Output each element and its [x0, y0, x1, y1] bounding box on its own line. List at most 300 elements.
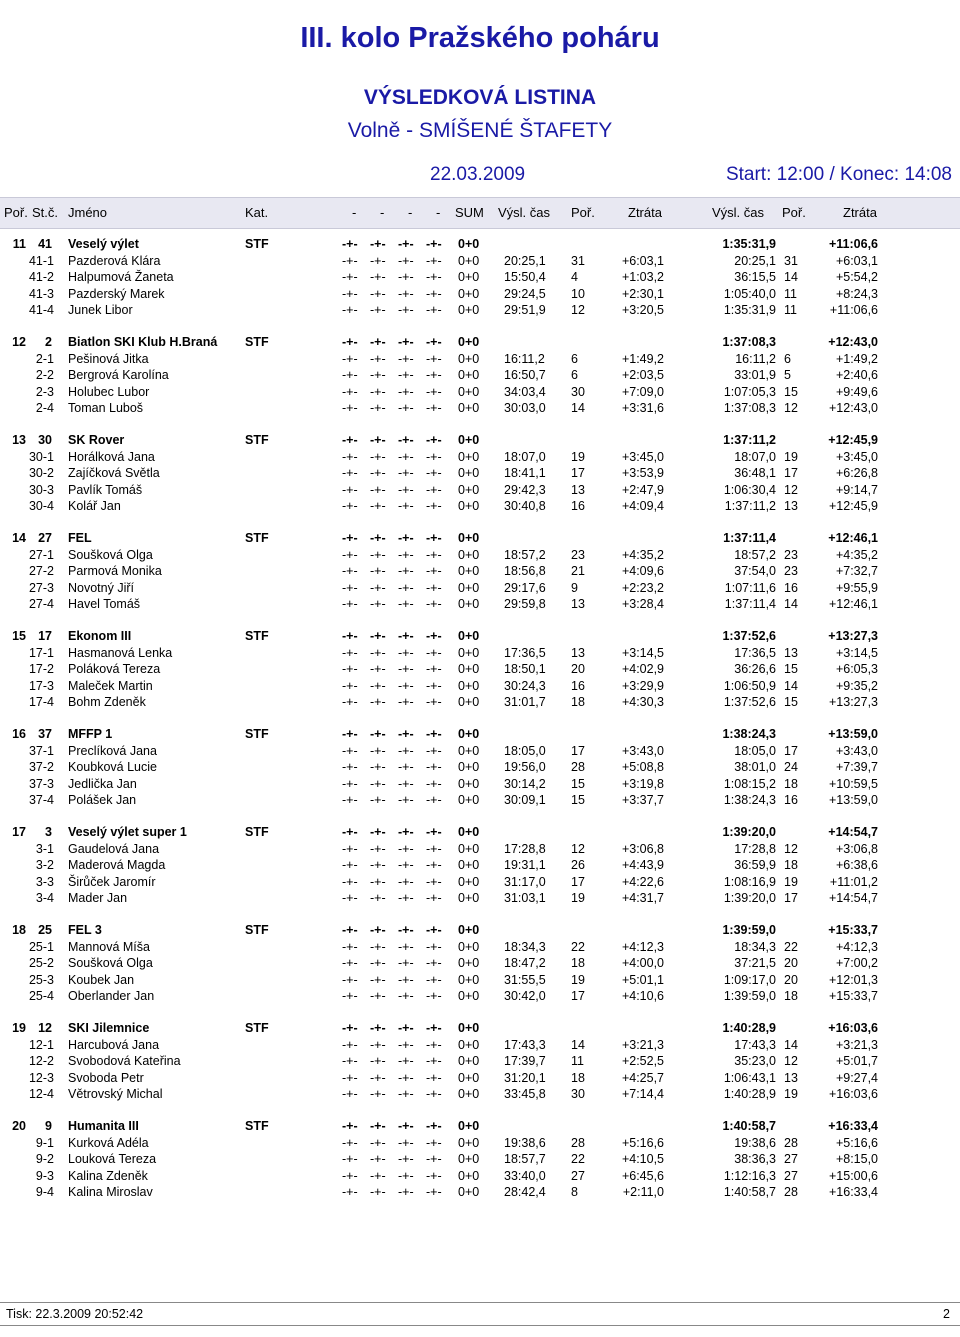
- cell-loss: +15:33,7: [828, 923, 878, 937]
- cell-shoot-2: -+-: [398, 1021, 414, 1035]
- cell-sum: 0+0: [458, 499, 480, 513]
- cell-sum: 0+0: [458, 286, 480, 301]
- cell-shoot-0: -+-: [342, 237, 358, 251]
- cell-shoot-3: -+-: [426, 547, 442, 562]
- cell-shoot-2: -+-: [398, 368, 414, 382]
- cell-crank: 15: [784, 662, 798, 676]
- cell-name: Poláková Tereza: [68, 662, 161, 676]
- cell-crank: 18: [784, 858, 798, 872]
- cell-shoot-2: -+-: [398, 253, 414, 268]
- cell-crank: 11: [784, 286, 797, 301]
- cell-closs: +8:24,3: [835, 286, 878, 301]
- cell-id: 25-1: [28, 939, 54, 954]
- cell-shoot-3: -+-: [426, 597, 442, 611]
- cell-shoot-0: -+-: [342, 1070, 358, 1085]
- member-row: [0, 874, 960, 891]
- spacer: [0, 613, 960, 629]
- cell-crank: 13: [784, 1070, 798, 1085]
- cell-rank: 6: [571, 368, 578, 382]
- cell-shoot-3: -+-: [426, 1152, 442, 1166]
- cell-id: 37-4: [28, 793, 54, 807]
- cell-cum: 37:54,0: [734, 564, 776, 578]
- cell-id: 3-1: [35, 841, 54, 856]
- cell-shoot-1: -+-: [370, 858, 386, 872]
- cell-loss: +3:06,8: [621, 841, 664, 856]
- cell-shoot-3: -+-: [426, 645, 442, 660]
- cell-time: 19:31,1: [504, 858, 546, 872]
- cell-rank: 10: [571, 286, 585, 301]
- cell-name: Koubek Jan: [68, 972, 135, 987]
- cell-shoot-3: -+-: [426, 1070, 442, 1085]
- cell-bib: 25: [38, 923, 52, 937]
- member-row: [0, 449, 960, 466]
- cell-rank: 26: [571, 858, 585, 872]
- cell-shoot-2: -+-: [398, 1135, 414, 1150]
- cell-shoot-2: -+-: [398, 956, 414, 970]
- cell-shoot-1: -+-: [370, 368, 386, 382]
- header-vysl2: Výsl. čas: [712, 205, 765, 220]
- cell-shoot-1: -+-: [370, 482, 386, 497]
- cell-name: Bergrová Karolína: [68, 368, 169, 382]
- cell-name: Gaudelová Jana: [68, 841, 160, 856]
- member-row: [0, 580, 960, 597]
- member-row: [0, 661, 960, 678]
- cell-loss: +4:12,3: [621, 939, 664, 954]
- cell-loss: +4:22,6: [621, 874, 664, 889]
- cell-name: Bohm Zdeněk: [68, 695, 146, 709]
- cell-shoot-1: -+-: [370, 743, 386, 758]
- cell-shoot-2: -+-: [398, 286, 414, 301]
- cell-id: 2-2: [35, 368, 54, 382]
- cell-closs: +13:59,0: [828, 793, 878, 807]
- cell-id: 30-2: [28, 466, 54, 480]
- cell-id: 2-3: [35, 384, 54, 399]
- cell-id: 3-4: [35, 891, 54, 905]
- cell-shoot-1: -+-: [370, 1037, 386, 1052]
- cell-shoot-2: -+-: [398, 1087, 414, 1101]
- cell-name: Hasmanová Lenka: [68, 645, 173, 660]
- cell-time: 30:14,2: [504, 776, 546, 791]
- cell-name: Pazderová Klára: [68, 253, 161, 268]
- cell-shoot-1: -+-: [370, 401, 386, 415]
- cell-shoot-1: -+-: [370, 449, 386, 464]
- cell-closs: +3:45,0: [835, 449, 878, 464]
- cell-shoot-0: -+-: [342, 891, 358, 905]
- cell-cat: STF: [245, 531, 269, 545]
- cell-loss: +3:45,0: [621, 449, 664, 464]
- cell-cat: STF: [245, 237, 269, 251]
- cell-cum: 1:07:11,6: [724, 580, 776, 595]
- cell-closs: +13:27,3: [828, 695, 878, 709]
- cell-shoot-1: -+-: [370, 1054, 386, 1068]
- cell-shoot-3: -+-: [426, 449, 442, 464]
- member-row: [0, 939, 960, 956]
- cell-shoot-2: -+-: [398, 1168, 414, 1183]
- cell-closs: +1:49,2: [835, 351, 878, 366]
- cell-cum: 1:40:28,9: [723, 1087, 776, 1101]
- cell-shoot-2: -+-: [398, 874, 414, 889]
- cell-shoot-2: -+-: [398, 629, 414, 643]
- cell-bib: 9: [45, 1119, 52, 1133]
- cell-closs: +4:12,3: [835, 939, 878, 954]
- member-row: [0, 547, 960, 564]
- member-row: [0, 596, 960, 613]
- cell-id: 12-1: [28, 1037, 54, 1052]
- cell-closs: +9:27,4: [835, 1070, 878, 1085]
- cell-loss: +5:08,8: [621, 760, 664, 774]
- cell-closs: +6:03,1: [835, 253, 878, 268]
- member-row: [0, 743, 960, 760]
- cell-total: 1:39:59,0: [722, 923, 776, 937]
- cell-shoot-1: -+-: [370, 1168, 386, 1183]
- cell-sum: 0+0: [458, 1168, 480, 1183]
- cell-id: 25-3: [28, 972, 54, 987]
- cell-cat: STF: [245, 923, 269, 937]
- cell-pos: 13: [12, 433, 26, 447]
- cell-shoot-3: -+-: [426, 253, 442, 268]
- cell-name: SK Rover: [68, 433, 125, 447]
- cell-closs: +6:38,6: [835, 858, 878, 872]
- cell-crank: 15: [784, 695, 798, 709]
- team-row: [0, 726, 960, 743]
- cell-rank: 18: [571, 1070, 585, 1085]
- cell-id: 30-4: [28, 499, 54, 513]
- cell-time: 30:40,8: [504, 499, 546, 513]
- cell-id: 9-3: [35, 1168, 54, 1183]
- cell-time: 18:05,0: [504, 743, 546, 758]
- cell-time: 17:39,7: [504, 1054, 546, 1068]
- cell-shoot-0: -+-: [342, 1037, 358, 1052]
- cell-shoot-2: -+-: [398, 384, 414, 399]
- cell-shoot-3: -+-: [426, 858, 442, 872]
- cell-crank: 12: [784, 482, 798, 497]
- cell-shoot-1: -+-: [370, 841, 386, 856]
- cell-shoot-3: -+-: [426, 727, 442, 741]
- cell-time: 18:57,2: [504, 547, 546, 562]
- cell-shoot-0: -+-: [342, 303, 358, 317]
- cell-sum: 0+0: [458, 303, 480, 317]
- cell-loss: +4:10,5: [621, 1152, 664, 1166]
- cell-shoot-3: -+-: [426, 891, 442, 905]
- header-ztrata: Ztráta: [628, 205, 662, 220]
- cell-crank: 15: [784, 384, 798, 399]
- cell-rank: 11: [571, 1054, 584, 1068]
- cell-closs: +3:21,3: [835, 1037, 878, 1052]
- cell-shoot-1: -+-: [370, 253, 386, 268]
- cell-loss: +12:46,1: [828, 531, 878, 545]
- member-row: [0, 465, 960, 482]
- cell-cum: 36:48,1: [734, 466, 776, 480]
- cell-rank: 23: [571, 547, 585, 562]
- results-table: [0, 236, 960, 1201]
- cell-name: Novotný Jiří: [68, 580, 134, 595]
- cell-sum: 0+0: [458, 629, 480, 643]
- cell-loss: +2:03,5: [621, 368, 664, 382]
- cell-shoot-3: -+-: [426, 351, 442, 366]
- cell-crank: 18: [784, 776, 798, 791]
- cell-shoot-1: -+-: [370, 972, 386, 987]
- cell-sum: 0+0: [458, 874, 480, 889]
- cell-shoot-1: -+-: [370, 564, 386, 578]
- cell-loss: +6:45,6: [621, 1168, 664, 1183]
- cell-sum: 0+0: [458, 368, 480, 382]
- cell-crank: 17: [784, 466, 798, 480]
- cell-name: Havel Tomáš: [68, 597, 141, 611]
- cell-id: 25-2: [28, 956, 54, 970]
- cell-cum: 18:05,0: [734, 743, 776, 758]
- cell-crank: 11: [784, 303, 797, 317]
- cell-rank: 15: [571, 776, 585, 791]
- cell-cum: 19:38,6: [734, 1135, 776, 1150]
- cell-shoot-1: -+-: [370, 597, 386, 611]
- cell-shoot-0: -+-: [342, 645, 358, 660]
- cell-name: Polášek Jan: [68, 793, 137, 807]
- cell-shoot-2: -+-: [398, 531, 414, 545]
- cell-sum: 0+0: [458, 1037, 480, 1052]
- member-row: [0, 1168, 960, 1185]
- cell-shoot-2: -+-: [398, 401, 414, 415]
- cell-loss: +4:09,6: [621, 564, 664, 578]
- cell-cum: 17:28,8: [734, 841, 776, 856]
- cell-closs: +3:43,0: [835, 743, 878, 758]
- cell-shoot-1: -+-: [370, 923, 386, 937]
- cell-rank: 20: [571, 662, 585, 676]
- cell-cum: 38:36,3: [734, 1152, 776, 1166]
- cell-time: 17:43,3: [504, 1037, 546, 1052]
- cell-cum: 1:39:59,0: [723, 989, 776, 1003]
- cell-shoot-0: -+-: [342, 923, 358, 937]
- cell-id: 41-1: [28, 253, 54, 268]
- cell-closs: +5:01,7: [835, 1054, 878, 1068]
- spacer: [0, 1103, 960, 1119]
- cell-cum: 1:37:08,3: [723, 401, 776, 415]
- cell-crank: 16: [784, 580, 798, 595]
- cell-id: 27-4: [28, 597, 54, 611]
- page-footer: [0, 1302, 960, 1326]
- cell-sum: 0+0: [458, 776, 480, 791]
- cell-cum: 1:37:11,4: [724, 597, 776, 611]
- cell-loss: +1:03,2: [621, 270, 664, 284]
- cell-shoot-0: -+-: [342, 499, 358, 513]
- cell-loss: +13:27,3: [828, 629, 878, 643]
- cell-cum: 1:09:17,0: [723, 972, 776, 987]
- cell-rank: 30: [571, 1087, 585, 1101]
- cell-loss: +2:47,9: [621, 482, 664, 497]
- cell-loss: +3:31,6: [621, 401, 664, 415]
- cell-cum: 16:11,2: [735, 351, 776, 366]
- cell-name: Humanita III: [68, 1119, 139, 1133]
- cell-closs: +3:14,5: [835, 645, 878, 660]
- cell-sum: 0+0: [458, 270, 480, 284]
- cell-shoot-2: -+-: [398, 482, 414, 497]
- cell-id: 12-2: [28, 1054, 54, 1068]
- cell-loss: +12:43,0: [828, 335, 878, 349]
- cell-shoot-3: -+-: [426, 531, 442, 545]
- cell-cum: 18:07,0: [734, 449, 776, 464]
- member-row: [0, 482, 960, 499]
- cell-name: Halpumová Žaneta: [68, 270, 174, 284]
- cell-crank: 23: [784, 564, 798, 578]
- event-date: 22.03.2009: [430, 164, 526, 185]
- cell-closs: +10:59,5: [828, 776, 878, 791]
- member-row: [0, 253, 960, 270]
- cell-pos: 19: [12, 1021, 26, 1035]
- cell-rank: 19: [571, 972, 585, 987]
- cell-shoot-1: -+-: [370, 351, 386, 366]
- cell-id: 41-3: [28, 286, 54, 301]
- cell-shoot-0: -+-: [342, 1135, 358, 1150]
- cell-shoot-2: -+-: [398, 351, 414, 366]
- cell-id: 27-3: [28, 580, 54, 595]
- cell-shoot-1: -+-: [370, 1070, 386, 1085]
- cell-time: 19:38,6: [504, 1135, 546, 1150]
- cell-name: SKI Jilemnice: [68, 1021, 150, 1035]
- cell-name: Jedlička Jan: [68, 776, 137, 791]
- cell-shoot-1: -+-: [370, 891, 386, 905]
- cell-loss: +16:03,6: [828, 1021, 878, 1035]
- cell-shoot-0: -+-: [342, 1087, 358, 1101]
- cell-shoot-0: -+-: [342, 597, 358, 611]
- cell-name: Biatlon SKI Klub H.Braná: [68, 335, 218, 349]
- cell-cum: 20:25,1: [734, 253, 776, 268]
- team-row: [0, 1118, 960, 1135]
- cell-sum: 0+0: [458, 923, 480, 937]
- cell-shoot-3: -+-: [426, 776, 442, 791]
- cell-name: Junek Libor: [68, 303, 133, 317]
- cell-sum: 0+0: [458, 482, 480, 497]
- cell-rank: 13: [571, 482, 585, 497]
- team-row: [0, 1020, 960, 1037]
- cell-shoot-3: -+-: [426, 695, 442, 709]
- cell-shoot-0: -+-: [342, 776, 358, 791]
- cell-shoot-2: -+-: [398, 597, 414, 611]
- member-row: [0, 972, 960, 989]
- cell-cum: 1:40:58,7: [723, 1185, 776, 1199]
- cell-shoot-0: -+-: [342, 678, 358, 693]
- cell-shoot-0: -+-: [342, 825, 358, 839]
- header-jmeno: Jméno: [68, 205, 108, 220]
- cell-name: FEL: [68, 531, 92, 545]
- cell-loss: +14:54,7: [828, 825, 878, 839]
- cell-shoot-2: -+-: [398, 793, 414, 807]
- cell-time: 34:03,4: [504, 384, 546, 399]
- cell-cum: 37:21,5: [734, 956, 776, 970]
- cell-sum: 0+0: [458, 466, 480, 480]
- cell-rank: 12: [571, 303, 585, 317]
- cell-id: 9-2: [35, 1152, 54, 1166]
- cell-total: 1:37:11,2: [723, 433, 776, 447]
- cell-sum: 0+0: [458, 1135, 480, 1150]
- cell-sum: 0+0: [458, 695, 480, 709]
- cell-name: Kalina Miroslav: [68, 1185, 153, 1199]
- cell-sum: 0+0: [458, 727, 480, 741]
- cell-shoot-2: -+-: [398, 1054, 414, 1068]
- cell-closs: +3:06,8: [835, 841, 878, 856]
- cell-time: 19:56,0: [504, 760, 546, 774]
- cell-shoot-3: -+-: [426, 841, 442, 856]
- cell-name: Horálková Jana: [68, 449, 155, 464]
- cell-loss: +4:25,7: [621, 1070, 664, 1085]
- cell-pos: 20: [12, 1119, 26, 1133]
- cell-shoot-0: -+-: [342, 1021, 358, 1035]
- cell-id: 3-3: [35, 874, 54, 889]
- cell-total: 1:40:28,9: [722, 1021, 776, 1035]
- cell-shoot-0: -+-: [342, 401, 358, 415]
- member-row: [0, 400, 960, 417]
- cell-shoot-1: -+-: [370, 1119, 386, 1133]
- cell-shoot-0: -+-: [342, 286, 358, 301]
- cell-crank: 6: [784, 351, 791, 366]
- member-row: [0, 367, 960, 384]
- cell-cum: 33:01,9: [734, 368, 776, 382]
- cell-shoot-2: -+-: [398, 825, 414, 839]
- cell-closs: +15:33,7: [828, 989, 878, 1003]
- cell-cum: 17:43,3: [734, 1037, 776, 1052]
- cell-cum: 1:12:16,3: [723, 1168, 776, 1183]
- cell-closs: +11:01,2: [829, 874, 878, 889]
- cell-shoot-2: -+-: [398, 335, 414, 349]
- cell-name: Pešinová Jitka: [68, 351, 149, 366]
- cell-id: 25-4: [28, 989, 54, 1003]
- cell-sum: 0+0: [458, 645, 480, 660]
- cell-shoot-0: -+-: [342, 482, 358, 497]
- cell-time: 17:36,5: [504, 645, 546, 660]
- header-sum: SUM: [455, 205, 484, 220]
- cell-sum: 0+0: [458, 858, 480, 872]
- cell-shoot-3: -+-: [426, 793, 442, 807]
- cell-shoot-3: -+-: [426, 956, 442, 970]
- cell-rank: 19: [571, 891, 585, 905]
- spacer: [0, 1005, 960, 1021]
- cell-shoot-2: -+-: [398, 695, 414, 709]
- cell-shoot-1: -+-: [370, 629, 386, 643]
- cell-crank: 14: [784, 678, 798, 693]
- cell-bib: 2: [45, 335, 52, 349]
- cell-bib: 41: [38, 237, 52, 251]
- cell-time: 18:56,8: [504, 564, 546, 578]
- cell-shoot-1: -+-: [370, 727, 386, 741]
- cell-shoot-0: -+-: [342, 335, 358, 349]
- cell-name: Parmová Monika: [68, 564, 162, 578]
- cell-loss: +2:23,2: [621, 580, 664, 595]
- team-row: [0, 530, 960, 547]
- cell-loss: +4:30,3: [621, 695, 664, 709]
- cell-rank: 19: [571, 449, 585, 464]
- cell-cum: 1:38:24,3: [723, 793, 776, 807]
- cell-cum: 1:06:43,1: [723, 1070, 776, 1085]
- cell-sum: 0+0: [458, 433, 480, 447]
- cell-shoot-0: -+-: [342, 939, 358, 954]
- cell-loss: +2:11,0: [622, 1185, 664, 1199]
- header-s1: -: [352, 205, 357, 220]
- cell-time: 29:42,3: [504, 482, 546, 497]
- cell-time: 31:01,7: [504, 695, 546, 709]
- cell-sum: 0+0: [458, 597, 480, 611]
- cell-pos: 14: [12, 531, 26, 545]
- cell-name: Mannová Míša: [68, 939, 150, 954]
- team-row: [0, 922, 960, 939]
- cell-closs: +12:46,1: [828, 597, 878, 611]
- print-timestamp: Tisk: 22.3.2009 20:52:42: [6, 1307, 144, 1321]
- header-s3: -: [408, 205, 413, 220]
- cell-closs: +6:05,3: [835, 662, 878, 676]
- cell-crank: 22: [784, 939, 798, 954]
- cell-shoot-3: -+-: [426, 760, 442, 774]
- cell-shoot-0: -+-: [342, 466, 358, 480]
- cell-loss: +4:00,0: [621, 956, 664, 970]
- cell-shoot-1: -+-: [370, 1152, 386, 1166]
- cell-loss: +11:06,6: [828, 237, 878, 251]
